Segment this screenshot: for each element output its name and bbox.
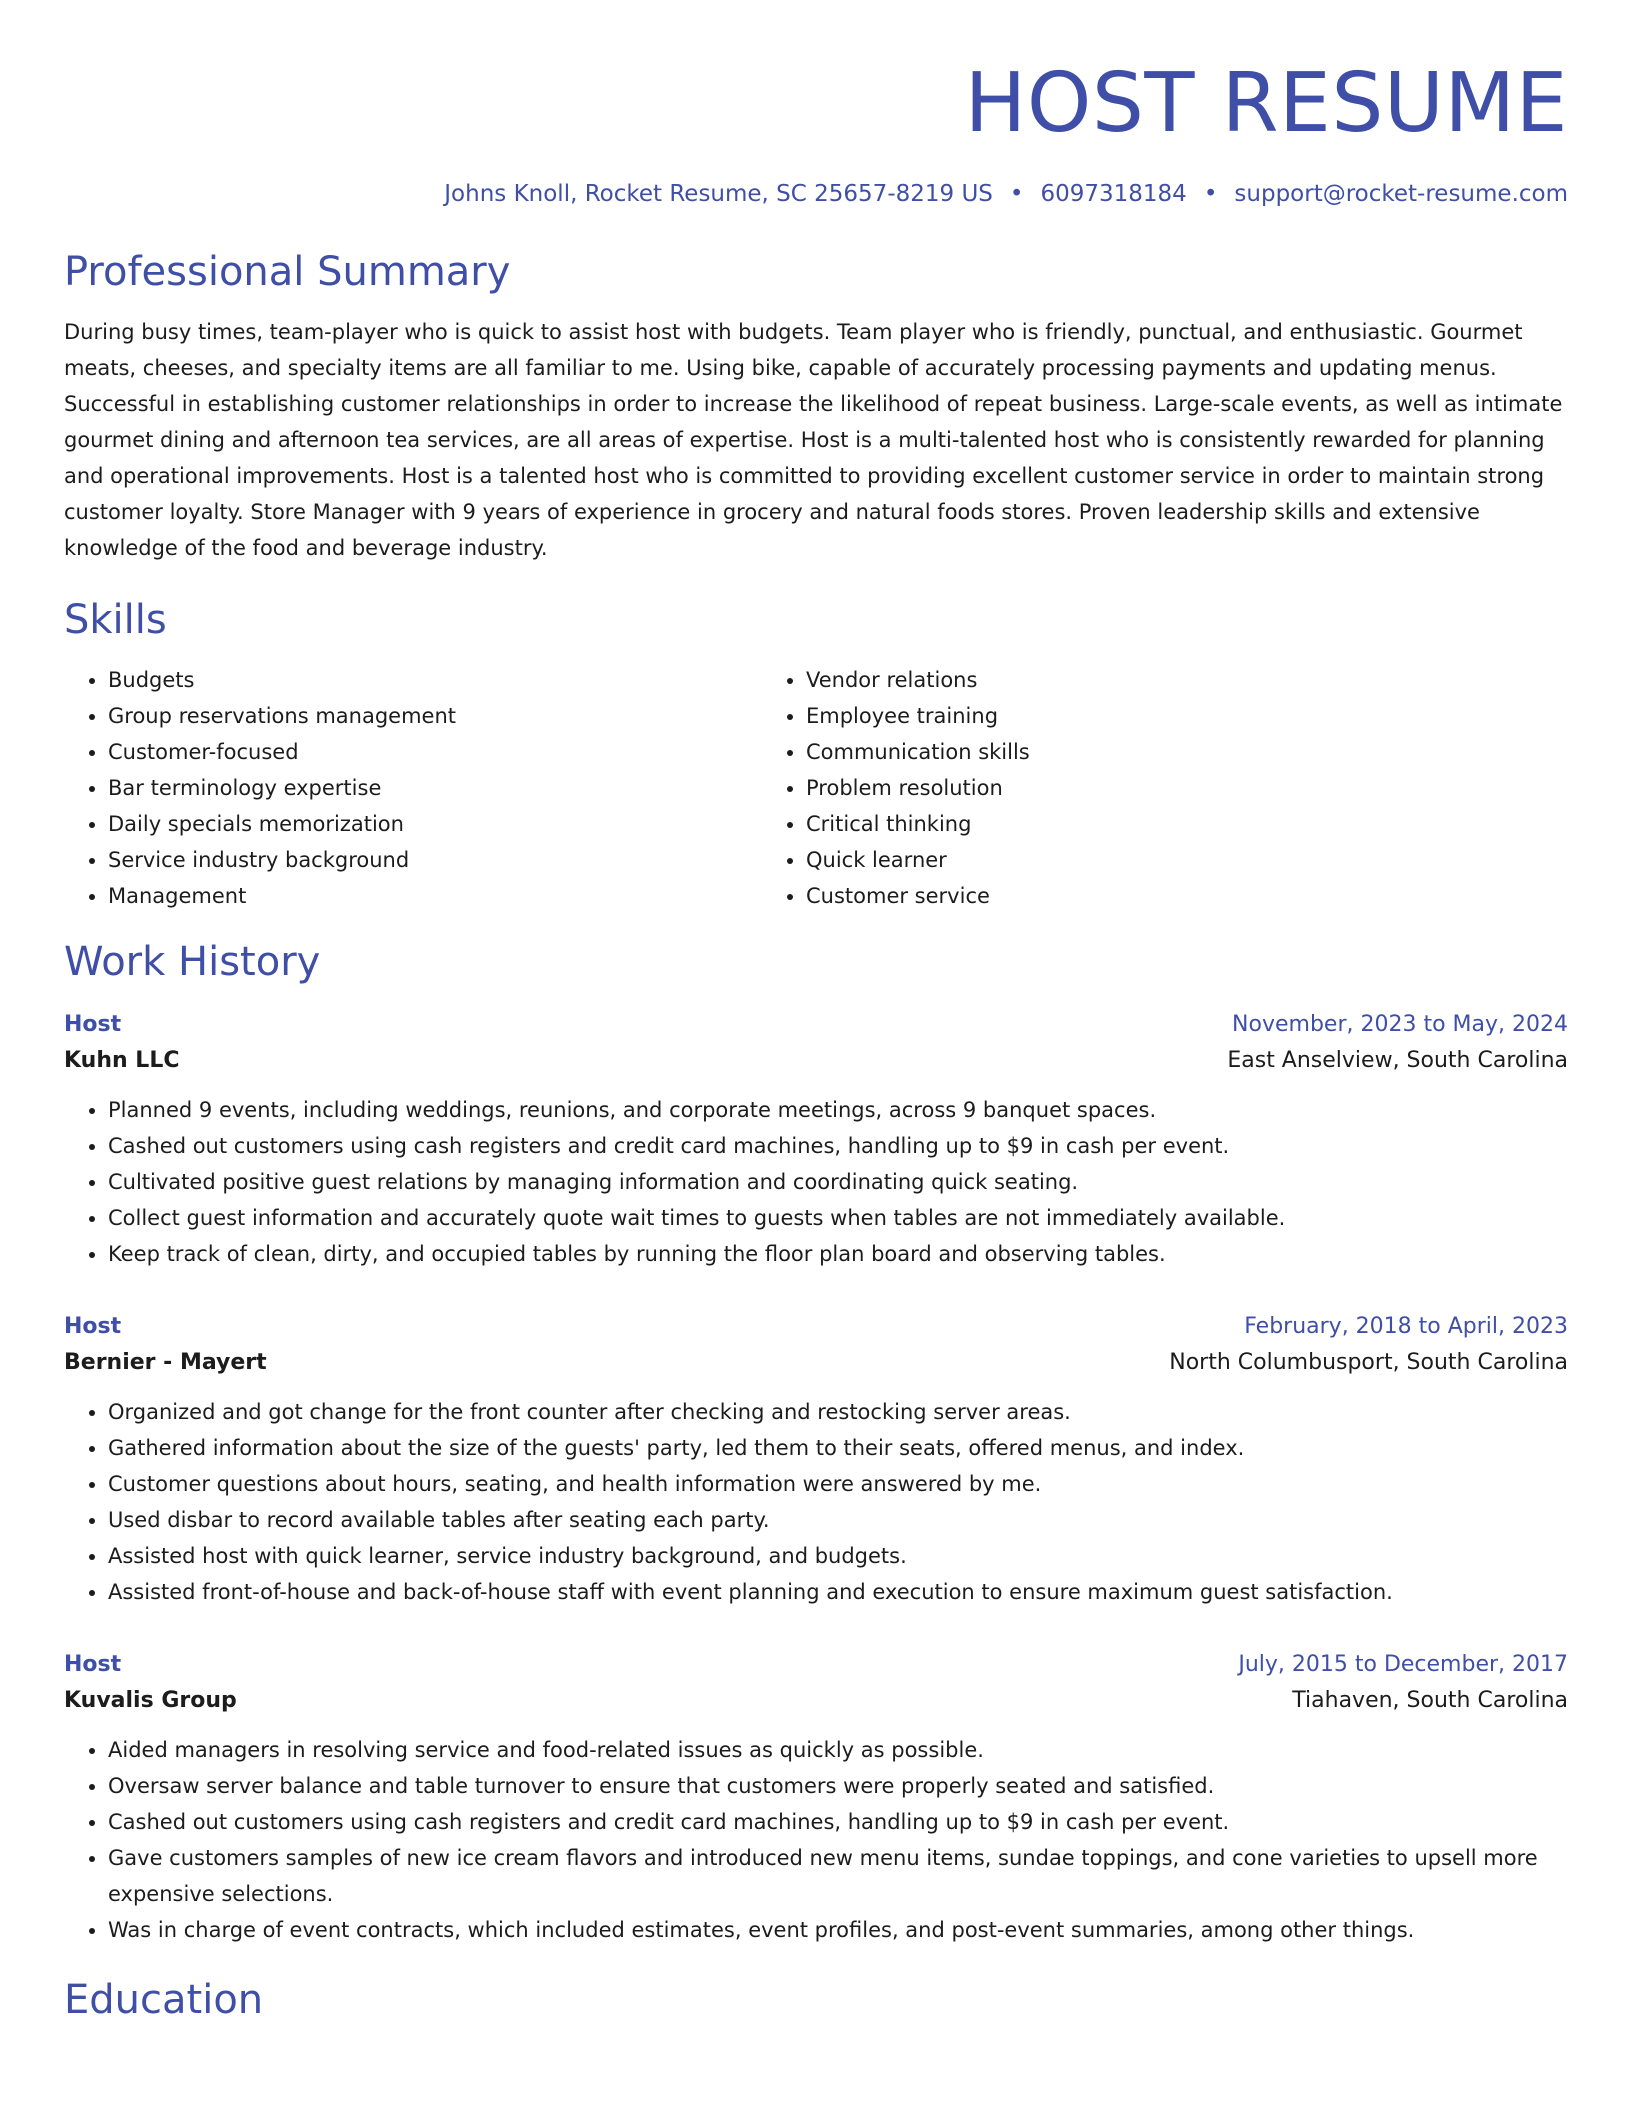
job-bullets [64,1732,1568,1948]
job-title: Host [64,1314,122,1339]
job-company: Bernier - Mayert [64,1350,267,1375]
skill-item: • Management [108,878,762,914]
job-location: East Anselview, South Carolina [1227,1048,1568,1073]
skills-column-left [64,662,762,914]
job-bullet: • Customer questions about hours, seating, and health information were answered by me. [108,1466,1568,1502]
resume-page [64,0,1568,2024]
job-bullet: • Was in charge of event contracts, which included estimates, event profiles, and post-event summaries, among other things. [108,1912,1568,1948]
skill-item: • Customer service [806,878,1460,914]
job-company: Kuvalis Group [64,1688,237,1713]
job-header-row [64,1310,1568,1344]
job-bullet: • Cashed out customers using cash registers and credit card machines, handling up to $9 in cash per event. [108,1128,1568,1164]
summary-heading: Professional Summary [64,249,511,295]
skill-item: • Employee training [806,698,1460,734]
skill-item: • Customer-focused [108,734,762,770]
skill-item: • Budgets [108,662,762,698]
job-dates: February, 2018 to April, 2023 [1244,1314,1568,1339]
job-bullet: • Planned 9 events, including weddings, reunions, and corporate meetings, across 9 banquet spaces. [108,1092,1568,1128]
job-location: Tiahaven, South Carolina [1292,1688,1568,1713]
job-bullet: • Cultivated positive guest relations by managing information and coordinating quick seating. [108,1164,1568,1200]
job-bullet: • Cashed out customers using cash registers and credit card machines, handling up to $9 in cash per event. [108,1804,1568,1840]
skill-item: • Bar terminology expertise [108,770,762,806]
job-bullet: • Aided managers in resolving service and food-related issues as quickly as possible. [108,1732,1568,1768]
skill-item: • Critical thinking [806,806,1460,842]
job-title: Host [64,1652,122,1677]
contact-separator: • [1009,181,1024,207]
contact-line [64,180,1568,208]
job-dates: November, 2023 to May, 2024 [1232,1012,1568,1037]
summary-text: During busy times, team-player who is quick to assist host with budgets. Team player who is friendly, punctual, and enthusiastic. Gourmet meats, cheeses, and specialty items are all familiar to me. Using bike, capable of accurately processing payments and updating menus. Successful in establishing customer relationships in order to increase the likelihood of repeat business. Large-scale events, as well as intimate gourmet dining and afternoon tea services, are all areas of expertise. Host is a multi-talented host who is consistently rewarded for planning and operational improvements. Host is a talented host who is committed to providing excellent customer service in order to maintain strong customer loyalty. Store Manager with 9 years of experience in grocery and natural foods stores. Proven leadership skills and extensive knowledge of the food and beverage industry. [64,320,1563,560]
skill-item: • Vendor relations [806,662,1460,698]
job-bullet: • Assisted host with quick learner, service industry background, and budgets. [108,1538,1568,1574]
education-heading: Education [64,1977,264,2023]
contact-phone: 6097318184 [1040,181,1187,207]
skill-item: • Quick learner [806,842,1460,878]
contact-email: support@rocket-resume.com [1234,181,1568,207]
job-entry [64,1648,1568,1948]
skill-item: • Communication skills [806,734,1460,770]
job-bullets [64,1394,1568,1610]
job-bullets [64,1092,1568,1272]
job-bullet: • Gathered information about the size of the guests' party, led them to their seats, offered menus, and index. [108,1430,1568,1466]
skills-list [64,662,1568,914]
job-bullet: • Organized and got change for the front counter after checking and restocking server areas. [108,1394,1568,1430]
skill-item: • Problem resolution [806,770,1460,806]
job-entry [64,1008,1568,1272]
job-bullet: • Used disbar to record available tables after seating each party. [108,1502,1568,1538]
job-location: North Columbusport, South Carolina [1169,1350,1568,1375]
work-history-heading: Work History [64,939,321,985]
skill-item: • Daily specials memorization [108,806,762,842]
job-company: Kuhn LLC [64,1048,180,1073]
job-bullet: • Oversaw server balance and table turnover to ensure that customers were properly seated and satisfied. [108,1768,1568,1804]
job-company-row [64,1042,1568,1080]
job-entry [64,1310,1568,1610]
skills-column-right [762,662,1460,914]
skill-item: • Group reservations management [108,698,762,734]
job-bullet: • Assisted front-of-house and back-of-house staff with event planning and execution to ensure maximum guest satisfaction. [108,1574,1568,1610]
job-title: Host [64,1012,122,1037]
job-header-row [64,1008,1568,1042]
job-bullet: • Collect guest information and accurately quote wait times to guests when tables are not immediately available. [108,1200,1568,1236]
contact-separator: • [1203,181,1218,207]
job-bullet: • Keep track of clean, dirty, and occupied tables by running the floor plan board and observing tables. [108,1236,1568,1272]
job-header-row [64,1648,1568,1682]
job-dates: July, 2015 to December, 2017 [1238,1652,1568,1677]
job-company-row [64,1344,1568,1382]
skill-item: • Service industry background [108,842,762,878]
skills-heading: Skills [64,597,167,643]
resume-title: HOST RESUME [964,56,1568,151]
contact-address: Johns Knoll, Rocket Resume, SC 25657-8219 US [444,181,993,207]
job-bullet: • Gave customers samples of new ice cream flavors and introduced new menu items, sundae toppings, and cone varieties to upsell more expensive selections. [108,1840,1568,1912]
job-company-row [64,1682,1568,1720]
